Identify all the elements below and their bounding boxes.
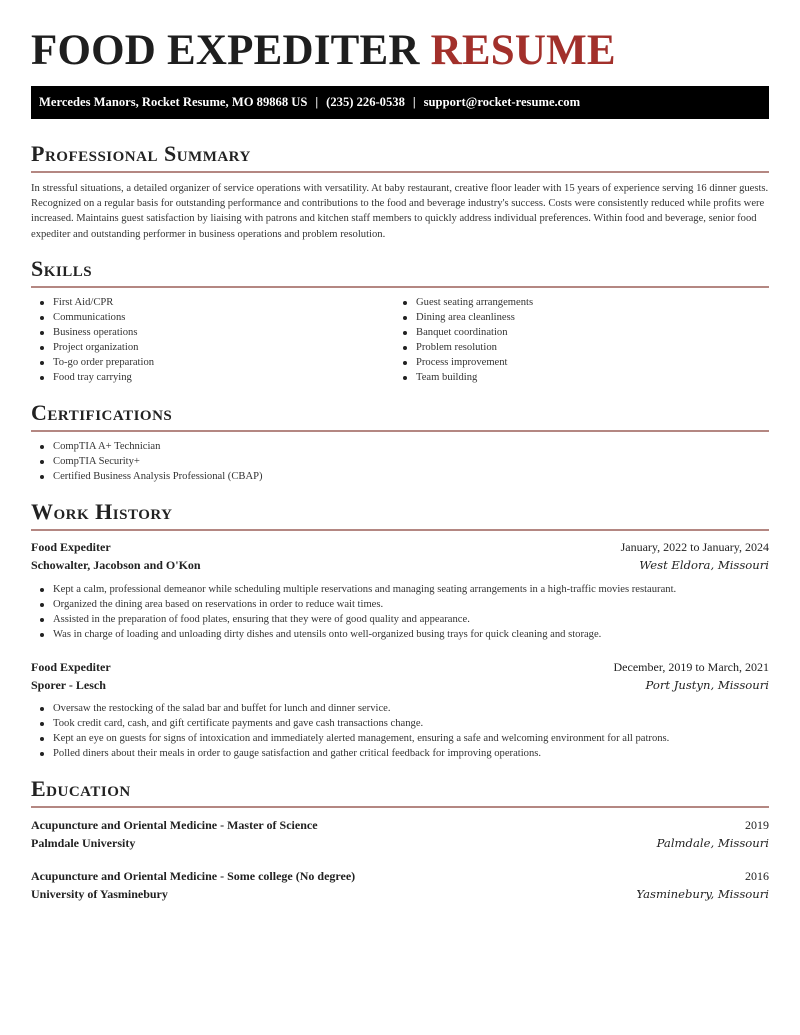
skill-item: First Aid/CPR bbox=[31, 295, 154, 310]
job-title: Food Expediter bbox=[31, 660, 111, 674]
job-company: Schowalter, Jacobson and O'Kon bbox=[31, 558, 201, 572]
skill-item: Food tray carrying bbox=[31, 370, 154, 385]
job-bullet: Assisted in the preparation of food plates, ensuring that they were of good quality and appearance. bbox=[31, 612, 676, 627]
skill-item: Project organization bbox=[31, 340, 154, 355]
resume-title bbox=[31, 26, 616, 76]
title-accent: RESUME bbox=[430, 27, 616, 74]
contact-email[interactable]: support@rocket-resume.com bbox=[423, 95, 581, 109]
education-school: Palmdale University bbox=[31, 836, 136, 850]
contact-phone: (235) 226-0538 bbox=[326, 95, 405, 109]
job-dates: January, 2022 to January, 2024 bbox=[620, 540, 769, 554]
section-heading-skills: Skills bbox=[31, 256, 93, 281]
skill-item: Process improvement bbox=[394, 355, 533, 370]
education-degree: Acupuncture and Oriental Medicine - Some college (No degree) bbox=[31, 869, 356, 883]
skills-list-right bbox=[394, 295, 533, 386]
skills-list-left bbox=[31, 295, 154, 386]
education-school: University of Yasminebury bbox=[31, 887, 168, 901]
contact-separator: | bbox=[315, 95, 319, 109]
job-title: Food Expediter bbox=[31, 540, 111, 554]
job-bullet: Was in charge of loading and unloading dirty dishes and utensils onto well-organized busing trays for quick cleaning and storage. bbox=[31, 627, 676, 642]
title-main: FOOD EXPEDITER bbox=[31, 27, 420, 74]
contact-address: Mercedes Manors, Rocket Resume, MO 89868 US bbox=[39, 95, 308, 109]
certification-item: CompTIA Security+ bbox=[31, 454, 263, 469]
skill-item: Banquet coordination bbox=[394, 325, 533, 340]
skill-item: Guest seating arrangements bbox=[394, 295, 533, 310]
job-bullets bbox=[31, 701, 669, 761]
job-bullet: Organized the dining area based on reservations in order to reduce wait times. bbox=[31, 597, 676, 612]
education-degree: Acupuncture and Oriental Medicine - Master of Science bbox=[31, 818, 318, 832]
section-divider bbox=[31, 430, 769, 432]
job-bullet: Kept an eye on guests for signs of intoxication and immediately alerted management, ensuring a safe and welcoming environment for all patrons. bbox=[31, 731, 669, 746]
job-dates: December, 2019 to March, 2021 bbox=[613, 660, 769, 674]
contact-separator: | bbox=[412, 95, 416, 109]
education-location: Palmdale, Missouri bbox=[656, 836, 769, 850]
skill-item: To-go order preparation bbox=[31, 355, 154, 370]
section-divider bbox=[31, 806, 769, 808]
skill-item: Business operations bbox=[31, 325, 154, 340]
job-location: West Eldora, Missouri bbox=[639, 558, 769, 572]
contact-bar bbox=[31, 86, 769, 119]
certification-item: CompTIA A+ Technician bbox=[31, 439, 263, 454]
education-year: 2016 bbox=[745, 869, 769, 883]
summary-text: In stressful situations, a detailed organizer of service operations with versatility. At baby restaurant, creative floor leader with 15 years of experience serving 16 dinner guests. Recognized on a regular basis for outstanding performance and contributions to the food and beverage industry's success. Costs were consistently reduced while profits were increased. Maintains guest satisfaction by liaising with patrons and kitchen staff members to quickly address individual preferences. Within food and beverage, senior food expediter and outstanding performer in business operations and problem resolution. bbox=[31, 183, 769, 240]
skill-item: Problem resolution bbox=[394, 340, 533, 355]
section-heading-certifications: Certifications bbox=[31, 400, 173, 425]
skill-item: Communications bbox=[31, 310, 154, 325]
education-year: 2019 bbox=[745, 818, 769, 832]
job-bullet: Kept a calm, professional demeanor while scheduling multiple reservations and managing seating arrangements in a high-traffic movies restaurant. bbox=[31, 582, 676, 597]
certification-item: Certified Business Analysis Professional (CBAP) bbox=[31, 469, 263, 484]
skill-item: Dining area cleanliness bbox=[394, 310, 533, 325]
section-heading-summary: Professional Summary bbox=[31, 141, 251, 166]
education-location: Yasminebury, Missouri bbox=[636, 887, 769, 901]
certifications-list bbox=[31, 439, 263, 484]
section-divider bbox=[31, 171, 769, 173]
job-location: Port Justyn, Missouri bbox=[645, 678, 769, 692]
job-bullets bbox=[31, 582, 676, 642]
job-bullet: Polled diners about their meals in order to gauge satisfaction and gather critical feedback for improving operations. bbox=[31, 746, 669, 761]
section-divider bbox=[31, 286, 769, 288]
job-bullet: Took credit card, cash, and gift certificate payments and gave cash transactions change. bbox=[31, 716, 669, 731]
job-company: Sporer - Lesch bbox=[31, 678, 106, 692]
section-heading-education: Education bbox=[31, 776, 131, 801]
job-bullet: Oversaw the restocking of the salad bar and buffet for lunch and dinner service. bbox=[31, 701, 669, 716]
section-divider bbox=[31, 529, 769, 531]
skill-item: Team building bbox=[394, 370, 533, 385]
section-heading-work-history: Work History bbox=[31, 499, 173, 524]
